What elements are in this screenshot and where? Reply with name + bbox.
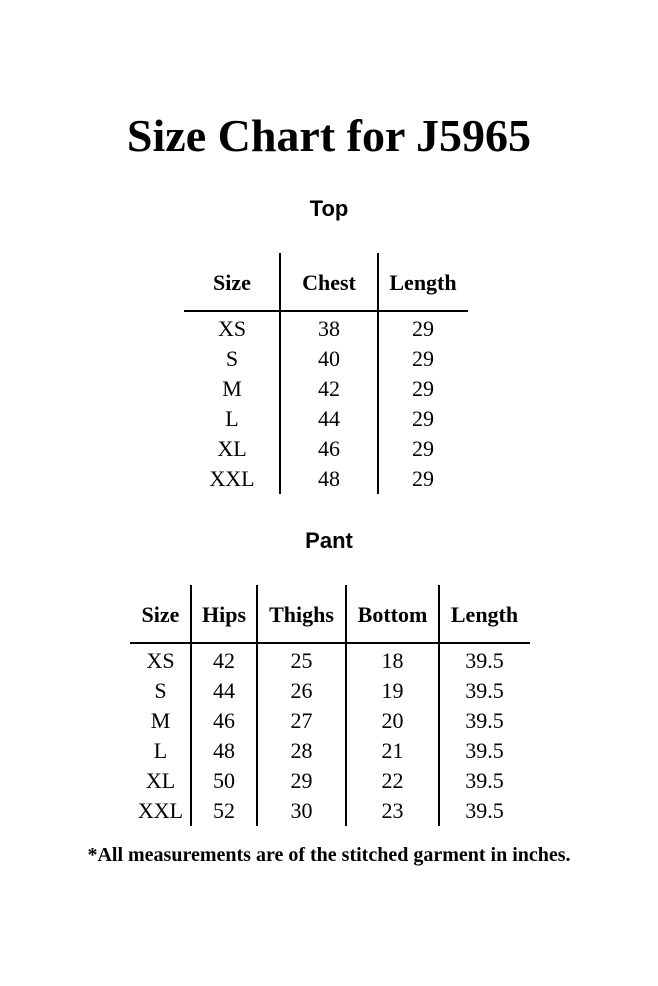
pant-table-cell: 52 xyxy=(213,798,235,823)
pant-table-cell: 48 xyxy=(213,738,235,763)
top-table-cell: 40 xyxy=(318,346,340,371)
pant-table-cell: XL xyxy=(145,768,176,793)
pant-table-cell: L xyxy=(153,738,168,763)
pant-table-cell: 20 xyxy=(381,708,404,733)
pant-table-cell: 39.5 xyxy=(465,738,504,763)
top-table-cell: 46 xyxy=(318,436,340,461)
pant-table-cell: 42 xyxy=(213,648,235,673)
top-table-cell: 29 xyxy=(412,466,434,491)
pant-table-cell: 28 xyxy=(290,738,313,763)
pant-table-cell: 50 xyxy=(213,768,235,793)
measurement-footnote: *All measurements are of the stitched garment in inches. xyxy=(87,844,571,866)
top-header-rule xyxy=(184,310,468,312)
top-table-cell: S xyxy=(225,346,239,371)
pant-column-divider xyxy=(438,585,440,826)
pant-column-header: Size xyxy=(141,602,180,627)
pant-table-cell: 27 xyxy=(290,708,313,733)
pant-table-cell: 39.5 xyxy=(465,648,504,673)
pant-table-cell: XXL xyxy=(137,798,184,823)
pant-section-title: Pant xyxy=(305,528,353,553)
top-table-cell: 29 xyxy=(412,376,434,401)
top-column-divider xyxy=(279,253,281,494)
top-column-header: Chest xyxy=(302,270,356,295)
pant-table-cell: 39.5 xyxy=(465,798,504,823)
top-column-header: Length xyxy=(389,270,457,295)
pant-table-cell: 39.5 xyxy=(465,678,504,703)
top-column-header: Size xyxy=(213,270,251,295)
pant-table-cell: M xyxy=(150,708,171,733)
pant-table-cell: 25 xyxy=(290,648,313,673)
pant-column-divider xyxy=(190,585,192,826)
pant-table-cell: S xyxy=(154,678,167,703)
pant-table-cell: 39.5 xyxy=(465,768,504,793)
top-table-cell: 29 xyxy=(412,436,434,461)
pant-column-header: Thighs xyxy=(269,602,334,627)
pant-table-cell: 44 xyxy=(213,678,235,703)
pant-table-cell: 19 xyxy=(381,678,404,703)
top-table-cell: 29 xyxy=(412,406,434,431)
top-table-cell: XS xyxy=(217,316,247,341)
pant-column-divider xyxy=(345,585,347,826)
pant-table-cell: 22 xyxy=(381,768,404,793)
pant-table-cell: 18 xyxy=(381,648,404,673)
top-table-cell: 38 xyxy=(318,316,340,341)
pant-table-cell: 21 xyxy=(381,738,404,763)
top-table-cell: 48 xyxy=(318,466,340,491)
top-table-cell: 29 xyxy=(412,316,434,341)
pant-table-cell: 29 xyxy=(290,768,313,793)
pant-column-header: Hips xyxy=(201,602,247,627)
pant-table-cell: 23 xyxy=(381,798,404,823)
top-table-cell: XXL xyxy=(209,466,255,491)
pant-table-cell: 26 xyxy=(290,678,313,703)
pant-table-cell: 46 xyxy=(213,708,235,733)
page-title: Size Chart for J5965 xyxy=(126,110,532,161)
top-table-cell: XL xyxy=(217,436,247,461)
pant-column-header: Bottom xyxy=(357,602,428,627)
top-section-title: Top xyxy=(309,196,349,221)
pant-column-header: Length xyxy=(450,602,519,627)
pant-column-divider xyxy=(256,585,258,826)
pant-table-cell: XS xyxy=(146,648,175,673)
top-table-cell: M xyxy=(222,376,242,401)
pant-table-cell: 30 xyxy=(290,798,313,823)
top-table-cell: L xyxy=(225,406,239,431)
top-table-cell: 29 xyxy=(412,346,434,371)
pant-table-cell: 39.5 xyxy=(465,708,504,733)
top-column-divider xyxy=(377,253,379,494)
top-table-cell: 44 xyxy=(318,406,340,431)
top-table-cell: 42 xyxy=(318,376,340,401)
